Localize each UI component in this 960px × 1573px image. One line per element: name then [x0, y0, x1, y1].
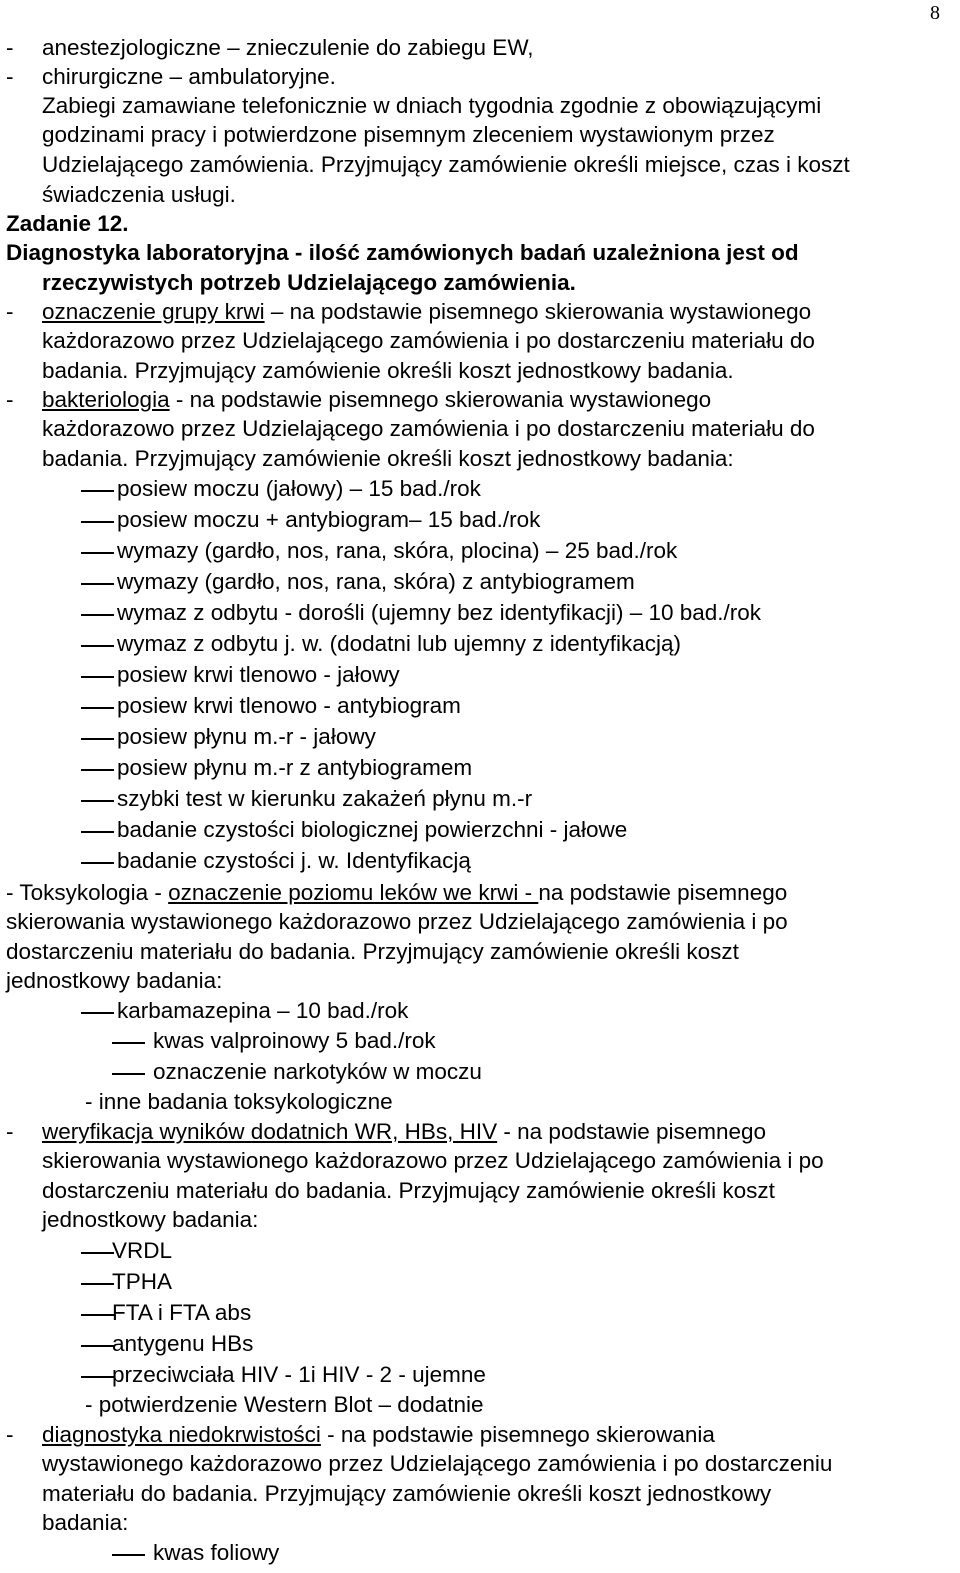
task-heading: Zadanie 12.: [6, 211, 129, 236]
list-item: - inne badania toksykologiczne: [85, 1089, 393, 1114]
paragraph-line: dostarczeniu materiału do badania. Przyjmujący zamówienie określi koszt: [42, 1178, 775, 1203]
list-dash: [81, 1314, 114, 1316]
paragraph-line: badania. Przyjmujący zamówienie określi koszt jednostkowy badania:: [42, 446, 734, 471]
paragraph-line: jednostkowy badania:: [6, 968, 223, 993]
list-item: karbamazepina – 10 bad./rok: [117, 998, 409, 1023]
list-item: kwas valproinowy 5 bad./rok: [153, 1028, 436, 1053]
verification-line: [42, 1117, 766, 1147]
bacteriology-term: bakteriologia: [42, 387, 170, 412]
list-dash: [81, 583, 114, 585]
list-dash: [81, 862, 114, 864]
list-item: wymaz z odbytu - dorośli (ujemny bez identyfikacji) – 10 bad./rok: [117, 600, 762, 625]
task-title-line: rzeczywistych potrzeb Udzielającego zamówienia.: [42, 270, 576, 295]
list-item: antygenu HBs: [112, 1331, 254, 1356]
list-dash: [112, 1042, 145, 1044]
list-dash: [81, 676, 114, 678]
paragraph-line: skierowania wystawionego każdorazowo przez Udzielającego zamówienia i po: [6, 909, 788, 934]
paragraph-line: jednostkowy badania:: [42, 1207, 259, 1232]
paragraph-line: badania. Przyjmujący zamówienie określi koszt jednostkowy badania.: [42, 358, 734, 383]
list-dash: -: [6, 299, 14, 324]
paragraph-line: każdorazowo przez Udzielającego zamówienia i po dostarczeniu materiału do: [42, 328, 815, 353]
verification-term: weryfikacja wyników dodatnich WR, HBs, HIV: [42, 1119, 498, 1144]
anemia-line: [42, 1420, 715, 1450]
list-item: posiew moczu + antybiogram– 15 bad./rok: [117, 507, 541, 532]
list-item: kwas foliowy: [153, 1540, 280, 1565]
paragraph-line: świadczenia usługi.: [42, 182, 236, 207]
anemia-rest: - na podstawie pisemnego skierowania: [320, 1422, 715, 1447]
bacteriology-line: [42, 385, 711, 415]
list-dash: [81, 800, 114, 802]
list-item: chirurgiczne – ambulatoryjne.: [42, 64, 336, 89]
bacteriology-rest: - na podstawie pisemnego skierowania wystawionego: [169, 387, 712, 412]
paragraph-line: skierowania wystawionego każdorazowo przez Udzielającego zamówienia i po: [42, 1148, 824, 1173]
list-dash: [81, 1376, 114, 1378]
list-item: FTA i FTA abs: [112, 1300, 252, 1325]
paragraph-line: Zabiegi zamawiane telefonicznie w dniach tygodnia zgodnie z obowiązującymi: [42, 93, 822, 118]
page-number: 8: [930, 2, 940, 24]
list-dash: [81, 831, 114, 833]
list-item: - potwierdzenie Western Blot – dodatnie: [85, 1392, 484, 1417]
list-dash: [81, 552, 114, 554]
blood-group-term: oznaczenie grupy krwi: [42, 299, 265, 324]
list-dash: [81, 1252, 114, 1254]
list-dash: [81, 1345, 114, 1347]
paragraph-line: godzinami pracy i potwierdzone pisemnym zleceniem wystawionym przez: [42, 122, 775, 147]
list-item: posiew krwi tlenowo - antybiogram: [117, 693, 461, 718]
list-item: przeciwciała HIV - 1i HIV - 2 - ujemne: [112, 1362, 486, 1387]
list-item: szybki test w kierunku zakażeń płynu m.-r: [117, 786, 533, 811]
list-dash: [81, 1012, 114, 1014]
list-item: posiew moczu (jałowy) – 15 bad./rok: [117, 476, 481, 501]
list-dash: -: [6, 387, 14, 412]
list-item: posiew płynu m.-r z antybiogramem: [117, 755, 473, 780]
list-dash: [81, 645, 114, 647]
list-item: wymazy (gardło, nos, rana, skóra, plocina) – 25 bad./rok: [117, 538, 678, 563]
blood-group-line: [42, 297, 811, 327]
anemia-term: diagnostyka niedokrwistości: [42, 1422, 321, 1447]
paragraph-line: wystawionego każdorazowo przez Udzielającego zamówienia i po dostarczeniu: [42, 1451, 833, 1476]
toxicology-line: [6, 878, 787, 908]
paragraph-line: badania:: [42, 1510, 129, 1535]
task-title-line: Diagnostyka laboratoryjna - ilość zamówionych badań uzależniona jest od: [6, 240, 799, 265]
list-item: posiew płynu m.-r - jałowy: [117, 724, 376, 749]
paragraph-line: dostarczeniu materiału do badania. Przyjmujący zamówienie określi koszt: [6, 939, 739, 964]
toxicology-rest: na podstawie pisemnego: [538, 880, 788, 905]
list-dash: [81, 707, 114, 709]
list-item: badanie czystości biologicznej powierzchni - jałowe: [117, 817, 628, 842]
paragraph-line: każdorazowo przez Udzielającego zamówienia i po dostarczeniu materiału do: [42, 416, 815, 441]
blood-group-rest: – na podstawie pisemnego skierowania wystawionego: [264, 299, 812, 324]
list-dash: [81, 521, 114, 523]
paragraph-line: materiału do badania. Przyjmujący zamówienie określi koszt jednostkowy: [42, 1481, 772, 1506]
list-dash: [81, 738, 114, 740]
list-dash: [81, 1283, 114, 1285]
list-item: VRDL: [112, 1238, 173, 1263]
list-dash: -: [6, 1119, 14, 1144]
verification-rest: - na podstawie pisemnego: [497, 1119, 767, 1144]
list-dash: [81, 490, 114, 492]
list-item: posiew krwi tlenowo - jałowy: [117, 662, 400, 687]
list-item: anestezjologiczne – znieczulenie do zabiegu EW,: [42, 35, 534, 60]
list-dash: [81, 614, 114, 616]
list-dash: -: [6, 1422, 14, 1447]
list-dash: -: [6, 35, 14, 60]
paragraph-line: Udzielającego zamówienia. Przyjmujący zamówienie określi miejsce, czas i koszt: [42, 152, 850, 177]
toxicology-term: oznaczenie poziomu leków we krwi -: [168, 880, 539, 905]
list-item: wymazy (gardło, nos, rana, skóra) z antybiogramem: [117, 569, 635, 594]
list-dash: [112, 1554, 145, 1556]
list-item: wymaz z odbytu j. w. (dodatni lub ujemny z identyfikacją): [117, 631, 682, 656]
list-dash: [81, 769, 114, 771]
list-dash: -: [6, 64, 14, 89]
list-item: oznaczenie narkotyków w moczu: [153, 1059, 482, 1084]
list-item: badanie czystości j. w. Identyfikacją: [117, 848, 471, 873]
list-item: TPHA: [112, 1269, 173, 1294]
toxicology-prefix: - Toksykologia -: [6, 880, 169, 905]
list-dash: [112, 1073, 145, 1075]
